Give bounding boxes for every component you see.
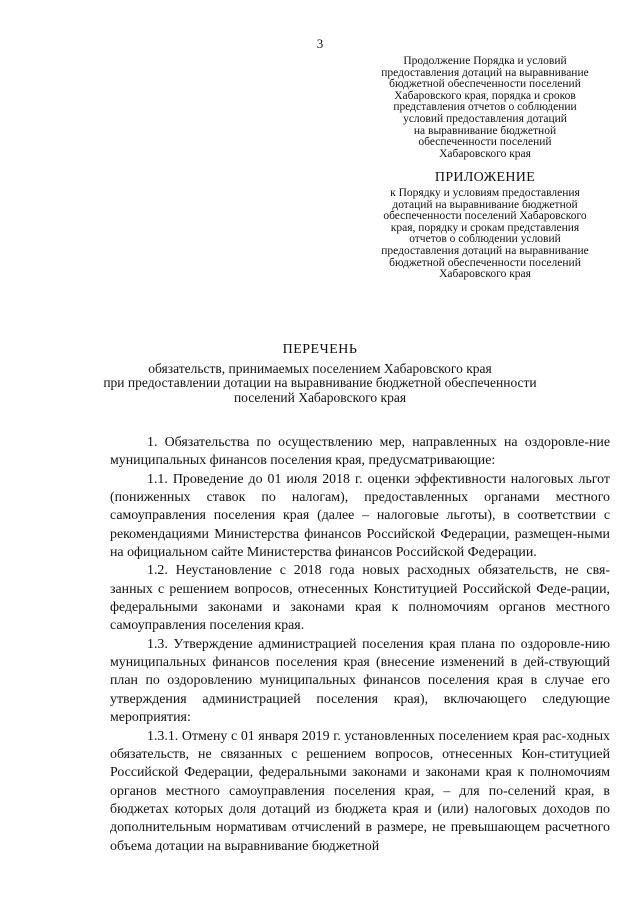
subtitle-line: поселений Хабаровского края: [233, 389, 407, 405]
paragraph-1: 1. Обязательства по осуществлению мер, направленных на оздоровле-ние муниципальных финансов поселения края, предусматривающие:: [110, 435, 610, 469]
header-line: Хабаровского края: [439, 147, 531, 160]
header-line: бюджетной обеспеченности поселений: [389, 78, 581, 91]
appendix-line: бюджетной обеспеченности поселений: [389, 256, 581, 269]
paragraph-1-3: 1.3. Утверждение администрацией поселения края плана по оздоровле-нию муниципальных финансов поселения края (внесение изменений в дей-ствующий план по оздоровлению муниципальных финансов поселения края в случае его утверждения администрацией поселения края), включающего следующие мероприятия:: [110, 636, 610, 726]
header-line: предоставления дотаций на выравнивание: [381, 66, 589, 79]
header-line: Продолжение Порядка и условий: [403, 55, 567, 67]
appendix-line: дотаций на выравнивание бюджетной: [392, 198, 578, 211]
header-line: представления отчетов о соблюдении: [393, 101, 577, 114]
header-line: обеспеченности поселений: [418, 136, 552, 149]
header-line: условий предоставления дотаций: [403, 112, 567, 125]
paragraph-1-3-1: 1.3.1. Отмену с 01 января 2019 г. установленных поселением края рас-ходных обязательств, не связанных с решением вопросов, отнесенных Кон-ституцией Российской Федерации, федеральными законами и законами края к полномочиям органов местного самоуправления поселения края, – для по-селений края, в бюджетах которых доля дотаций из бюджета края и (или) налоговых доходов по дополнительным нормативам отчислений в размере, не превышающем расчетного объема дотации на выравнивание бюджетной: [110, 728, 610, 854]
paragraph-1-1: 1.1. Проведение до 01 июля 2018 г. оценки эффективности налоговых льгот (пониженных ставок по налогам), предоставленных органами местного самоуправления поселения края (далее – налоговые льготы), в соответствии с рекомендациями Министерства финансов Российской Федерации, размещен-ными на официальном сайте Министерства финансов Российской Федерации.: [110, 471, 610, 561]
header-line: Хабаровского края, порядка и сроков: [394, 89, 576, 102]
page-number: 3: [316, 36, 324, 51]
appendix-line: Хабаровского края: [439, 268, 531, 281]
continuation-header: [360, 56, 610, 160]
appendix-line: к Порядку и условиям предоставления: [390, 187, 580, 199]
appendix-line: края, порядку и срокам представления: [390, 221, 580, 234]
header-line: на выравнивание бюджетной: [413, 124, 557, 137]
document-subtitle: [90, 362, 550, 405]
appendix-title: ПРИЛОЖЕНИЕ: [434, 170, 536, 185]
appendix-reference: [360, 188, 610, 281]
appendix-line: отчетов о соблюдении условий: [409, 233, 561, 246]
appendix-line: обеспеченности поселений Хабаровского: [383, 210, 587, 223]
appendix-line: предоставления дотаций на выравнивание: [381, 244, 589, 257]
subtitle-line: при предоставлении дотации на выравнивание бюджетной обеспеченности: [103, 375, 537, 391]
document-title: ПЕРЕЧЕНЬ: [282, 342, 358, 357]
document-body: [110, 434, 610, 856]
paragraph-1-2: 1.2. Неустановление с 2018 года новых расходных обязательств, не свя-занных с решением вопросов, отнесенных Конституцией Российской Феде-рации, федеральными законами и законами края к полномочиям органов местного самоуправления поселения края.: [110, 563, 610, 634]
subtitle-line: обязательств, принимаемых поселением Хабаровского края: [148, 361, 492, 376]
